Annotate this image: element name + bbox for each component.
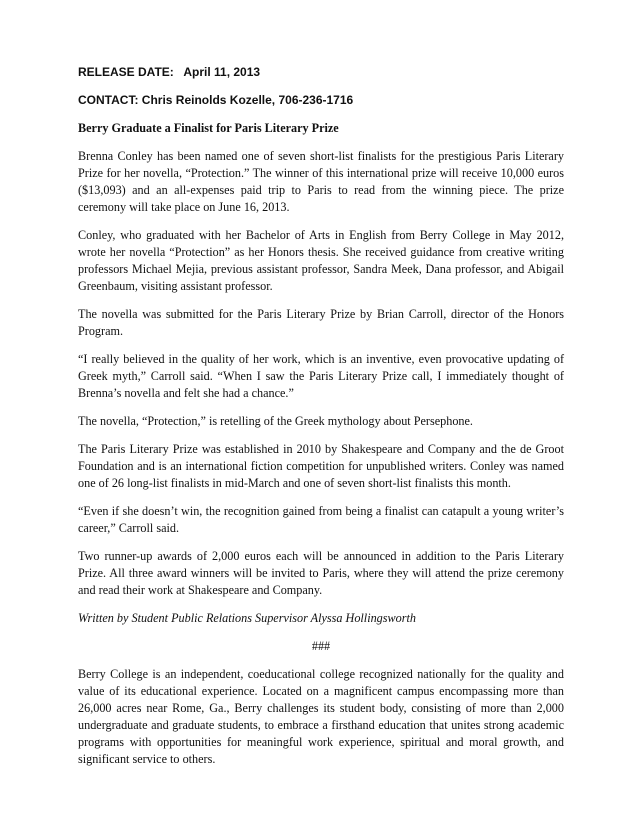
paragraph-prize-history: The Paris Literary Prize was established in 2010 by Shakespeare and Company and the de Groot Foundation and is an international fiction competition for unpublished writers. Conley was named one of 26 long-list finalists in mid-March and one of seven short-list finalists this month. (78, 442, 564, 490)
release-date-line (78, 64, 564, 81)
paragraph-submission: The novella was submitted for the Paris Literary Prize by Brian Carroll, director of the Honors Program. (78, 307, 564, 338)
contact-line (78, 92, 564, 109)
paragraph-carroll-quote: “I really believed in the quality of her work, which is an inventive, even provocative updating of Greek myth,” Carroll said. “When I saw the Paris Literary Prize call, I immediately thought of Brenna’s novella and felt she had a chance.” (78, 352, 564, 400)
release-date-value: April 11, 2013 (183, 65, 261, 79)
paragraph-recognition-quote: “Even if she doesn’t win, the recognition gained from being a finalist can catapult a young writer’s career,” Carroll said. (78, 504, 564, 535)
contact-label: CONTACT: (78, 93, 139, 107)
contact-value: Chris Reinolds Kozelle, 706-236-1716 (141, 93, 354, 107)
paragraph-runner-up-awards: Two runner-up awards of 2,000 euros each will be announced in addition to the Paris Literary Prize. All three award winners will be invited to Paris, where they will attend the prize ceremony and read their work at Shakespeare and Company. (78, 549, 564, 597)
paragraph-conley-background: Conley, who graduated with her Bachelor of Arts in English from Berry College in May 2012, wrote her novella “Protection” as her Honors thesis. She received guidance from creative writing professors Michael Mejia, previous assistant professor, Sandra Meek, Dana professor, and Abigail Greenbaum, visiting assistant professor. (78, 228, 564, 293)
paragraph-finalist-announcement: Brenna Conley has been named one of seven short-list finalists for the prestigious Paris Literary Prize for her novella, “Protection.” The winner of this international prize will receive 10,000 euros ($13,093) and an all-expenses paid trip to Paris to read from the winning piece. The prize ceremony will take place on June 16, 2013. (78, 149, 564, 214)
byline: Written by Student Public Relations Supervisor Alyssa Hollingsworth (78, 611, 416, 625)
paragraph-novella-subject: The novella, “Protection,” is retelling of the Greek mythology about Persephone. (78, 414, 473, 428)
press-release-document (78, 64, 564, 779)
headline: Berry Graduate a Finalist for Paris Literary Prize (78, 121, 339, 135)
release-date-label: RELEASE DATE: (78, 65, 174, 79)
paragraph-college-boilerplate: Berry College is an independent, coeducational college recognized nationally for the quality and value of its educational experience. Located on a magnificent campus encompassing more than 26,000 acres near Rome, Ga., Berry challenges its student body, consisting of more than 2,000 undergraduate and graduate students, to embrace a firsthand education that unites strong academic programs with opportunities for meaningful work experience, spiritual and moral growth, and significant service to others. (78, 667, 564, 766)
end-separator: ### (311, 639, 331, 653)
